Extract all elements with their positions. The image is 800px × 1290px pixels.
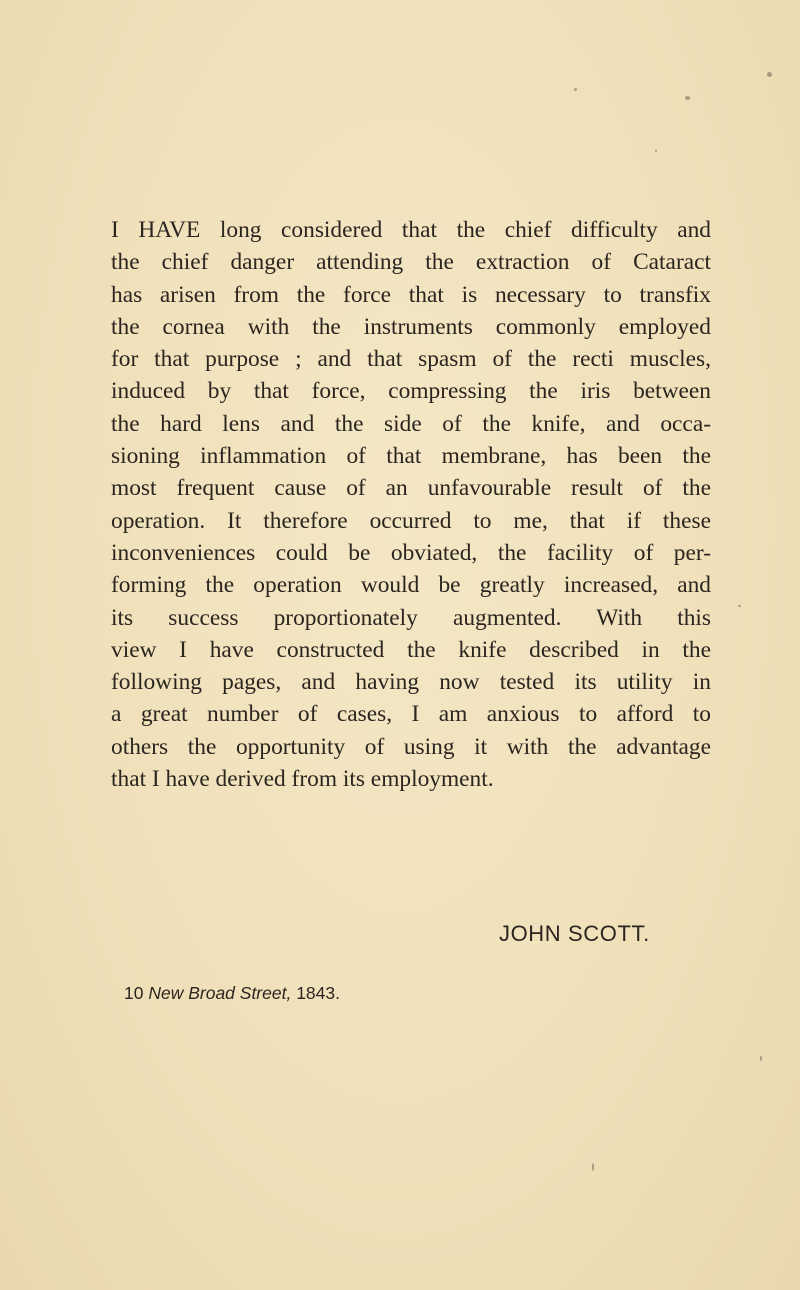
preface-line-16: a great number of cases, I am anxious to afford to	[111, 701, 711, 728]
small-caps-word: HAVE	[138, 217, 201, 243]
preface-line-15: following pages, and having now tested its utility in	[111, 669, 711, 696]
preface-line-5: for that purpose ; and that spasm of the recti muscles,	[111, 346, 711, 373]
preface-line-11: inconveniences could be obviated, the facility of per-	[111, 539, 711, 566]
paper-speck	[738, 605, 741, 607]
preface-line-1	[111, 214, 711, 246]
preface-line-17: others the opportunity of using it with the advantage	[111, 733, 711, 760]
address-number: 10	[124, 983, 144, 1003]
paper-speck	[767, 72, 772, 77]
initial-word: I	[111, 217, 119, 243]
preface-line-8: sioning inflammation of that membrane, has been the	[111, 443, 711, 470]
preface-line-4: the cornea with the instruments commonly employed	[111, 313, 711, 340]
paper-speck	[685, 96, 690, 100]
preface-line-14: view I have constructed the knife described in the	[111, 636, 711, 663]
address-line	[124, 983, 340, 1004]
preface-line-6: induced by that force, compressing the iris between	[111, 378, 711, 405]
preface-line-12: forming the operation would be greatly increased, and	[111, 572, 711, 599]
paper-speck	[655, 150, 657, 152]
first-line-rest: long considered that the chief difficulty and	[200, 217, 711, 243]
paper-speck	[760, 1056, 762, 1061]
preface-line-13: its success proportionately augmented. With this	[111, 604, 711, 631]
preface-line-18: that I have derived from its employment.	[111, 766, 494, 793]
author-signature: JOHN SCOTT.	[499, 921, 650, 946]
paper-speck	[592, 1163, 594, 1171]
preface-line-9: most frequent cause of an unfavourable result of the	[111, 475, 711, 502]
preface-text	[111, 214, 711, 795]
address-street: New Broad Street,	[148, 983, 292, 1003]
preface-line-2: the chief danger attending the extraction of Cataract	[111, 249, 711, 276]
preface-line-7: the hard lens and the side of the knife, and occa-	[111, 410, 711, 437]
address-year: 1843.	[296, 983, 340, 1003]
preface-line-3: has arisen from the force that is necessary to transfix	[111, 281, 711, 308]
paper-speck	[574, 88, 577, 91]
preface-line-10: operation. It therefore occurred to me, that if these	[111, 507, 711, 534]
